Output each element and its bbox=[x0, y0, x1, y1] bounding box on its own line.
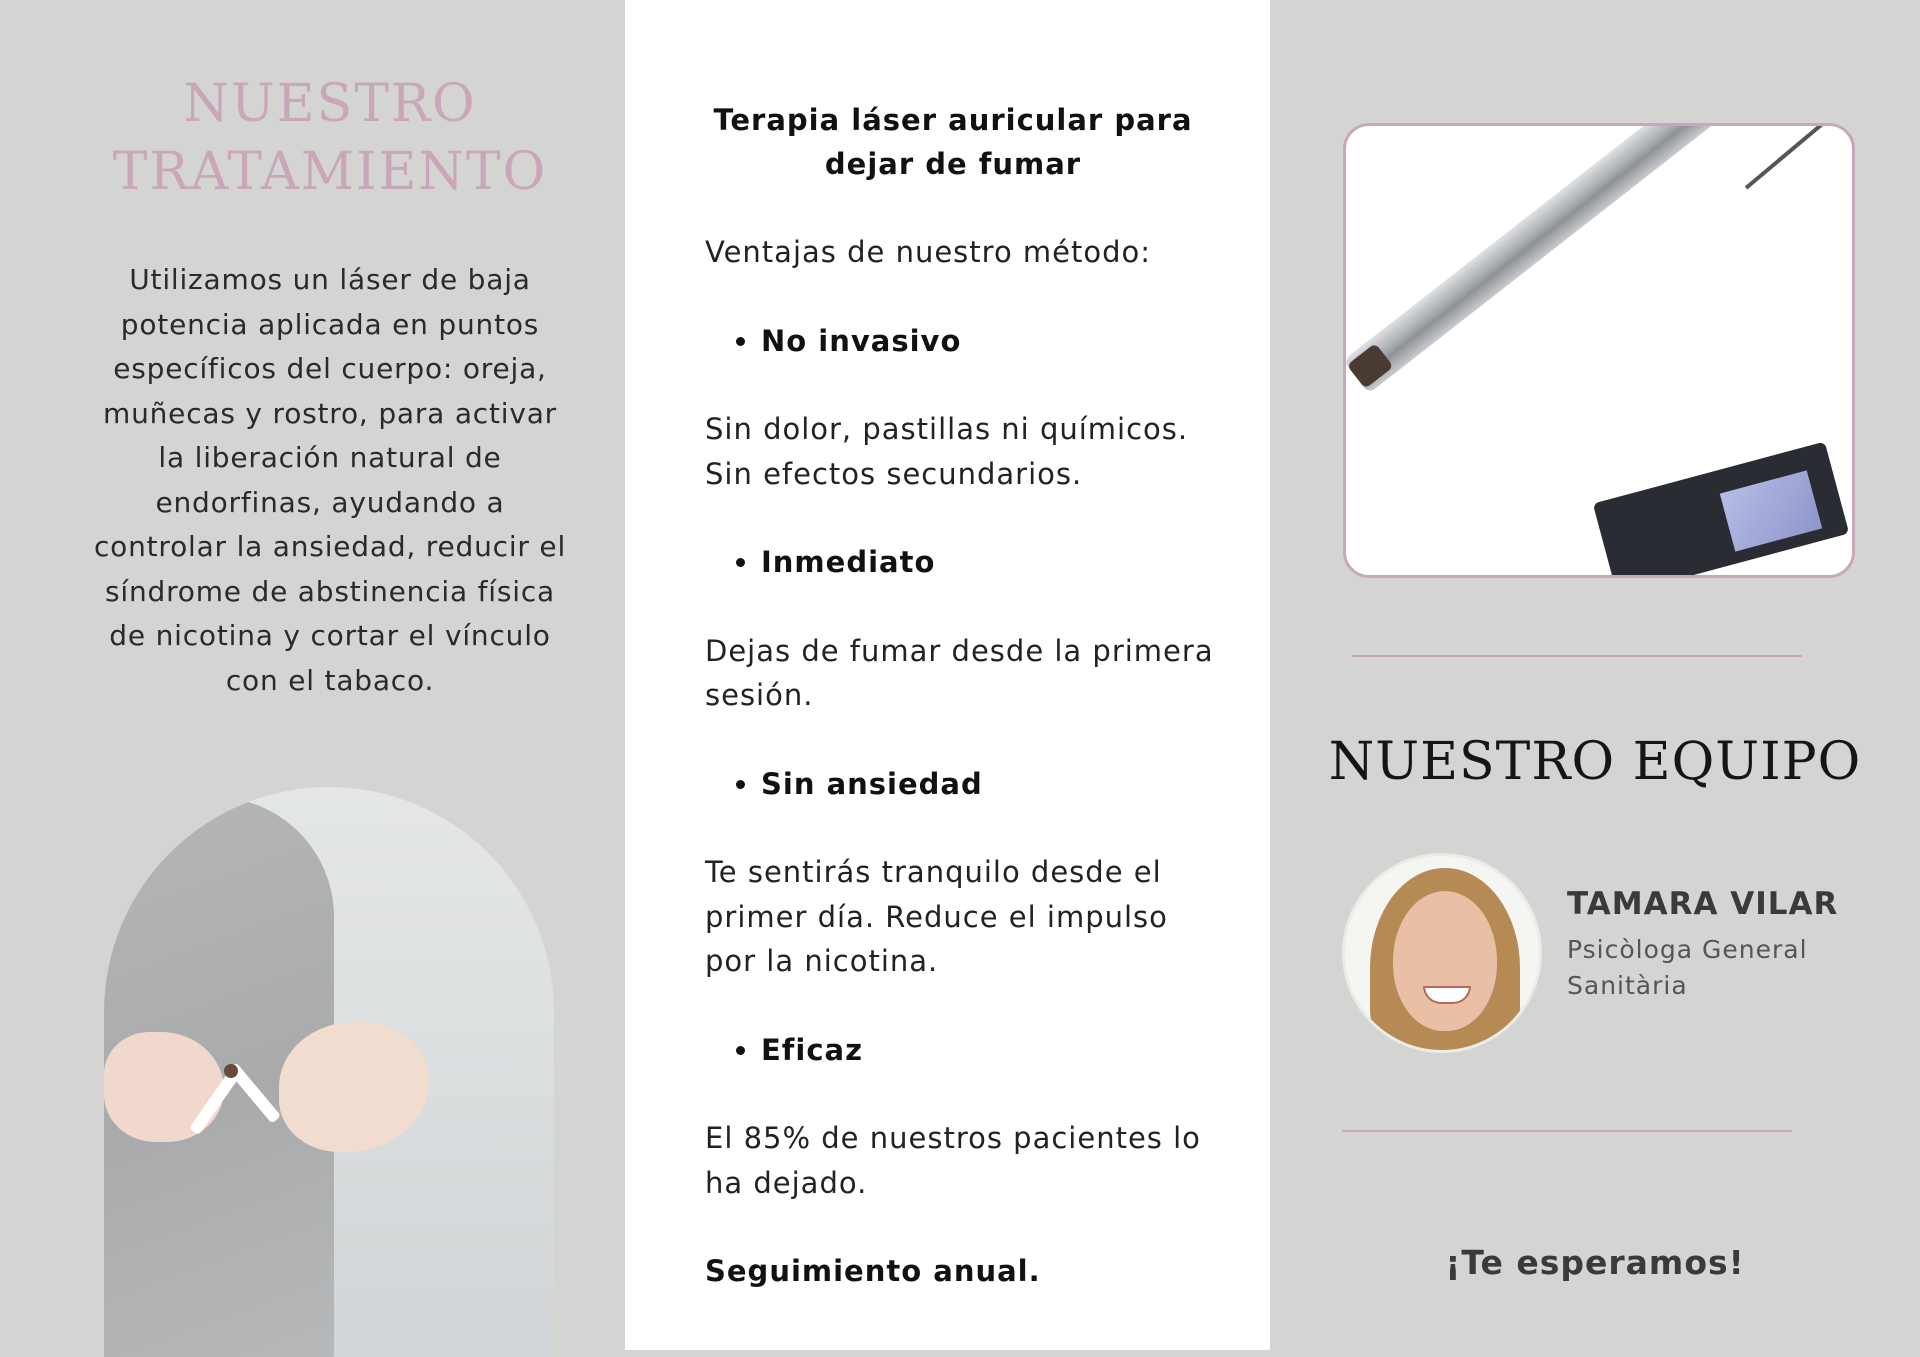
avatar-face bbox=[1393, 891, 1497, 1031]
photo-cigarette-break bbox=[224, 1064, 238, 1078]
advantages-intro: Ventajas de nuestro método: bbox=[705, 235, 1152, 269]
team-title: NUESTRO EQUIPO bbox=[1328, 732, 1862, 792]
advantage-text: Sin dolor, pastillas ni químicos. Sin efectos secundarios. bbox=[705, 412, 1189, 491]
treatment-title-line1: NUESTRO bbox=[183, 74, 477, 134]
treatment-title-line2: TRATAMIENTO bbox=[112, 142, 548, 202]
laser-pen-cable bbox=[1745, 123, 1832, 190]
call-to-action: ¡Te esperamos! bbox=[1445, 1243, 1745, 1282]
advantage-text: Dejas de fumar desde la primera sesión. bbox=[705, 633, 1214, 712]
treatment-description: Utilizamos un láser de baja potencia aplicada en puntos específicos del cuerpo: oreja, muñecas y rostro, para activar la liberación natural de endorfinas, ayudando a controlar la ansiedad, reducir el síndrome de abstinencia física de nicotina y cortar el vínculo con el tabaco. bbox=[93, 263, 567, 697]
photo-right-hand bbox=[279, 1022, 429, 1152]
advantages-section bbox=[705, 230, 1225, 1294]
advantage-title: • Eficaz bbox=[761, 1028, 1225, 1073]
therapy-heading: Terapia láser auricular para dejar de fumar bbox=[713, 103, 1193, 181]
laser-pen-body bbox=[1343, 123, 1779, 394]
divider-bottom bbox=[1342, 1130, 1792, 1132]
annual-follow-up: Seguimiento anual. bbox=[705, 1254, 1041, 1288]
avatar bbox=[1342, 853, 1542, 1053]
member-name: TAMARA VILAR bbox=[1567, 886, 1839, 922]
laser-device-photo bbox=[1343, 123, 1855, 578]
divider-top bbox=[1352, 655, 1802, 657]
photo-left-hand bbox=[104, 1032, 224, 1142]
advantage-text: El 85% de nuestros pacientes lo ha dejado. bbox=[705, 1121, 1201, 1200]
advantage-title: • Sin ansiedad bbox=[761, 762, 1225, 807]
advantage-text: Te sentirás tranquilo desde el primer día. Reduce el impulso por la nicotina. bbox=[705, 855, 1168, 978]
treatment-title bbox=[0, 70, 660, 206]
member-role: Psicòloga General Sanitària bbox=[1567, 935, 1808, 1000]
advantage-list-1 bbox=[705, 319, 1225, 364]
left-panel bbox=[0, 0, 625, 1357]
advantage-title: • Inmediato bbox=[761, 540, 1225, 585]
advantage-list-2 bbox=[705, 540, 1225, 585]
advantage-title: • No invasivo bbox=[761, 319, 1225, 364]
advantage-list-3 bbox=[705, 762, 1225, 807]
broken-cigarette-photo bbox=[104, 787, 554, 1357]
advantage-list-4 bbox=[705, 1028, 1225, 1073]
